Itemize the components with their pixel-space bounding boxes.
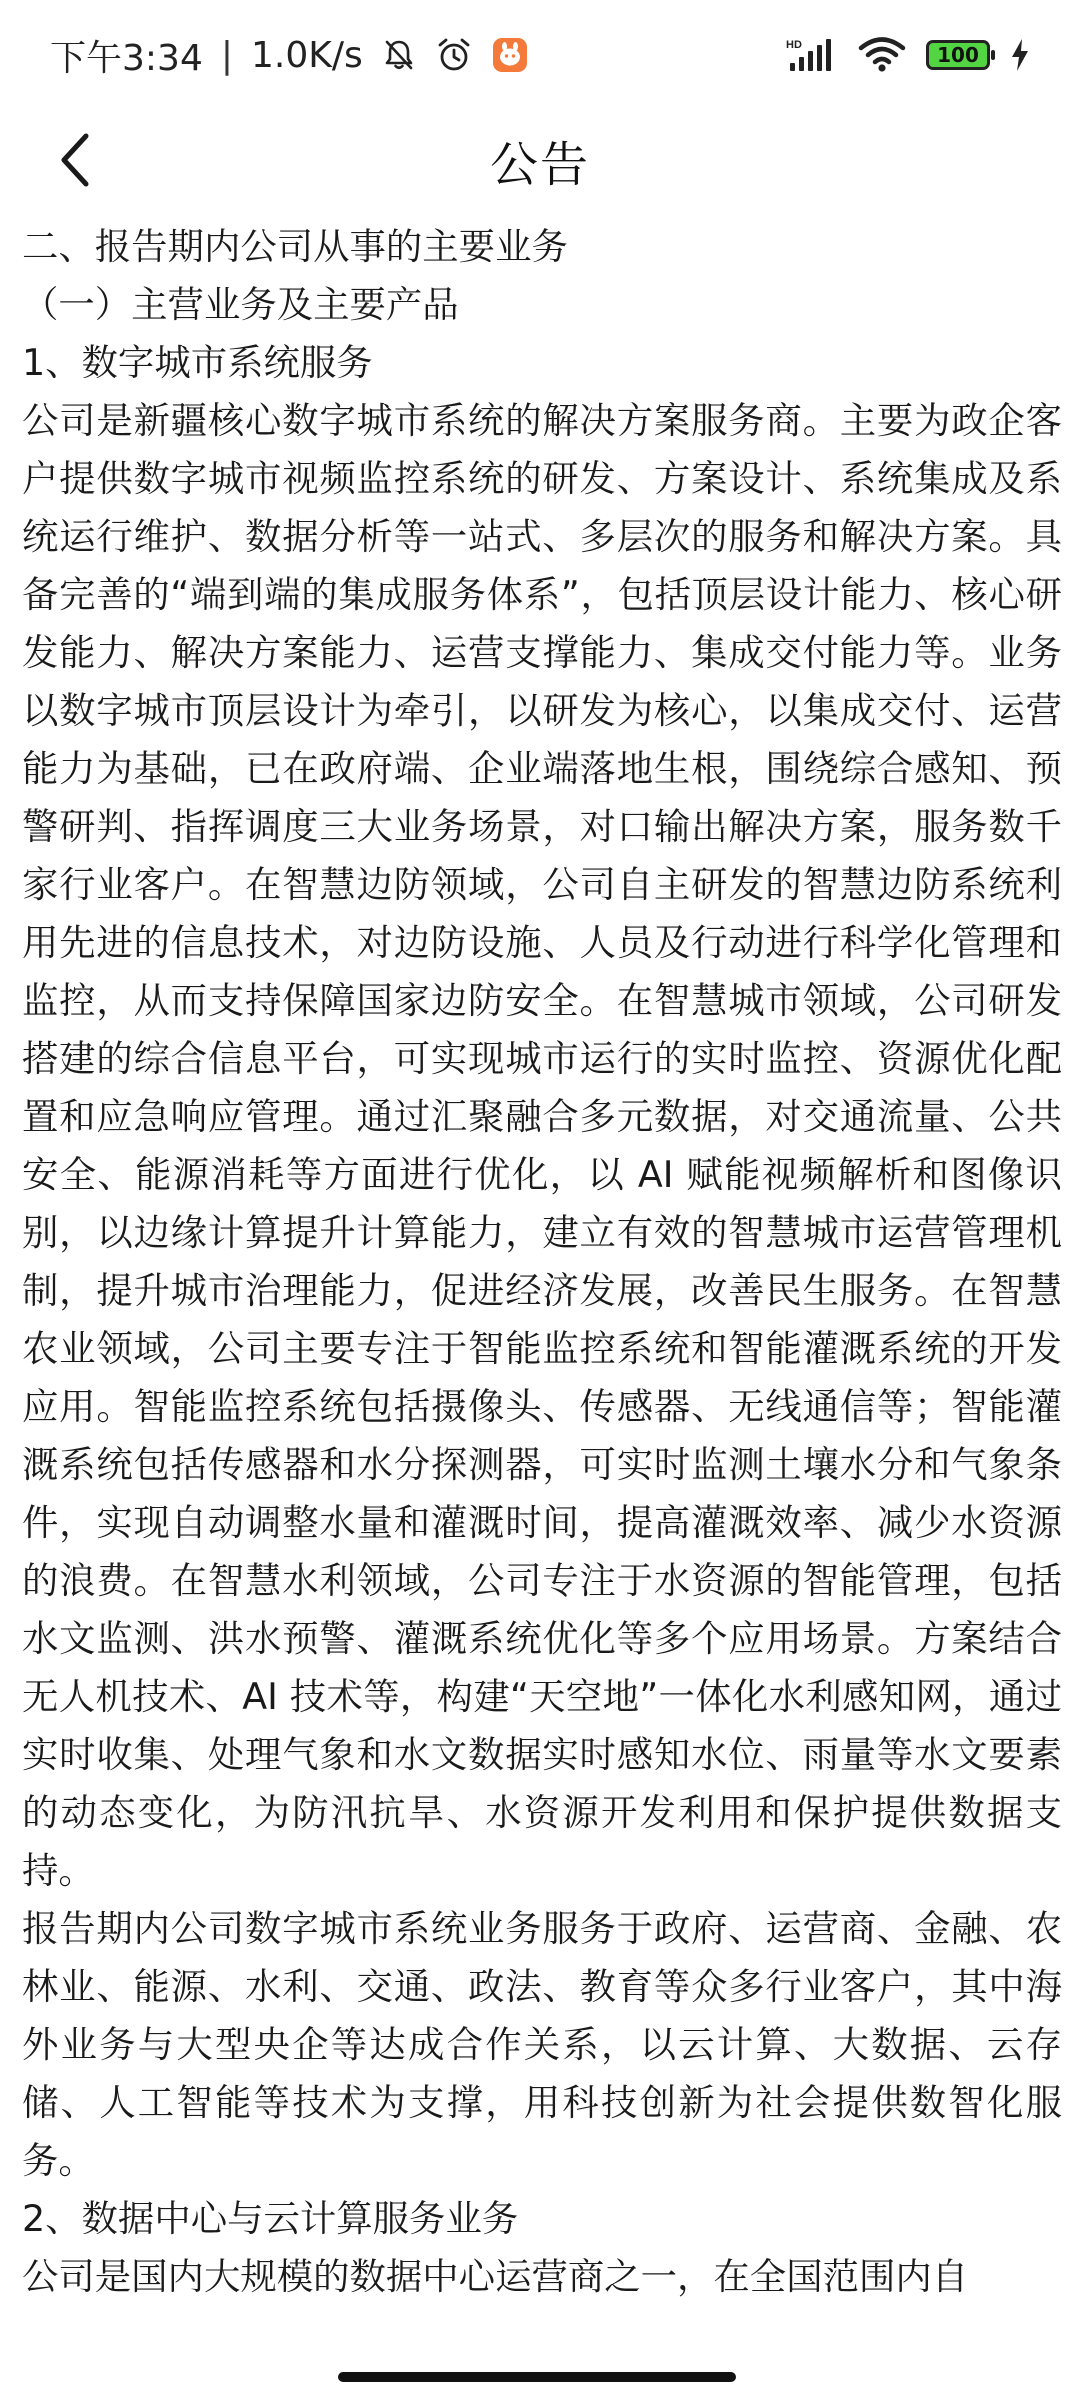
status-bar [0,0,1080,110]
status-right [786,37,1030,73]
wifi-icon [858,37,906,73]
item-heading: 2、数据中心与云计算服务业务 [22,2197,519,2240]
item-heading: 1、数字城市系统服务 [22,341,373,384]
announcement-content [22,218,1062,2306]
app-header [0,110,1080,210]
body-paragraph: 公司是国内大规模的数据中心运营商之一，在全国范围内自 [22,2255,969,2298]
home-indicator[interactable] [338,2372,736,2382]
body-paragraph: 报告期内公司数字城市系统业务服务于政府、运营商、金融、农林业、能源、水利、交通、政法、教育等众多行业客户，其中海外业务与大型央企等达成合作关系，以云计算、大数据、云存储、人工智能等技术为支撑，用科技创新为社会提供数智化服务。 [22,1907,1062,2182]
page-title: 公告 [489,136,590,193]
battery-level: 100 [937,43,979,67]
chevron-left-icon [56,132,96,188]
status-separator: | [220,34,233,76]
back-button[interactable] [40,124,112,196]
body-paragraph: 公司是新疆核心数字城市系统的解决方案服务商。主要为政企客户提供数字城市视频监控系统的研发、方案设计、系统集成及系统运行维护、数据分析等一站式、多层次的服务和解决方案。具备完善的“端到端的集成服务体系”，包括顶层设计能力、核心研发能力、解决方案能力、运营支撑能力、集成交付能力等。业务以数字城市顶层设计为牵引，以研发为核心，以集成交付、运营能力为基础，已在政府端、企业端落地生根，围绕综合感知、预警研判、指挥调度三大业务场景，对口输出解决方案，服务数千家行业客户。在智慧边防领域，公司自主研发的智慧边防系统利用先进的信息技术，对边防设施、人员及行动进行科学化管理和监控，从而支持保障国家边防安全。在智慧城市领域，公司研发搭建的综合信息平台，可实现城市运行的实时监控、资源优化配置和应急响应管理。通过汇聚融合多元数据，对交通流量、公共安全、能源消耗等方面进行优化，以 AI 赋能视频解析和图像识别，以边缘计算提升计算能力，建立有效的智慧城市运营管理机制，提升城市治理能力，促进经济发展，改善民生服务。在智慧农业领域，公司主要专注于智能监控系统和智能灌溉系统的开发应用。智能监控系统包括摄像头、传感器、无线通信等；智能灌溉系统包括传感器和水分探测器，可实时监测土壤水分和气象条件，实现自动调整水量和灌溉时间，提高灌溉效率、减少水资源的浪费。在智慧水利领域，公司专注于水资源的智能管理，包括水文监测、洪水预警、灌溉系统优化等多个应用场景。方案结合无人机技术、AI 技术等，构建“天空地”一体化水利感知网，通过实时收集、处理气象和水文数据实时感知水位、雨量等水文要素的动态变化，为防汛抗旱、水资源开发利用和保护提供数据支持。 [22,399,1062,1892]
status-left [50,30,529,81]
status-time: 下午3:34 [50,37,203,79]
network-speed: 1.0K/s [250,34,363,76]
charging-icon [1010,38,1030,72]
app-notification-icon [491,36,529,74]
mute-bell-icon [381,37,417,73]
network-type-label: HD [786,39,802,51]
subsection-heading: （一）主营业务及主要产品 [22,283,459,326]
alarm-icon [435,36,473,74]
signal-icon [786,37,838,73]
battery-icon [926,40,990,70]
section-heading: 二、报告期内公司从事的主要业务 [22,225,568,268]
